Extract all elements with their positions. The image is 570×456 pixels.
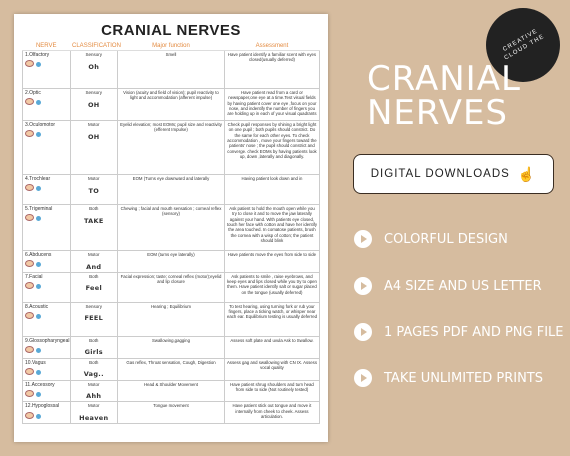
table-row <box>23 358 320 380</box>
function-cell: Vision (acuity and field of vision); pupil reactivity to light and accommodation (afferent impulse) <box>118 89 225 121</box>
classification-label: Both <box>89 206 99 211</box>
table-row <box>23 380 320 402</box>
mnemonic-word: Heaven <box>79 413 109 422</box>
nerve-cell <box>23 175 71 205</box>
classification-label: Motor <box>88 381 100 387</box>
badge-text: CREATIVE CLOUD THE <box>502 28 546 62</box>
nerve-name: 9.Glossopharyngeal <box>25 337 70 344</box>
cranial-nerves-table <box>22 42 320 424</box>
table-row <box>23 272 320 302</box>
eye-icon <box>25 98 41 107</box>
classification-cell <box>70 205 118 251</box>
eye-side-icon <box>25 260 41 269</box>
classification-cell <box>70 402 118 424</box>
assessment-cell: To test hearing, using turning fork or rub your fingers, place a ticking watch, or whisper near each ear. Equilibrium testing is usually deferred <box>224 302 319 336</box>
assessment-cell: Have patient identify a familiar scent with eyes closed(usually deferred) <box>224 51 319 89</box>
classification-cell <box>70 358 118 380</box>
classification-label: Motor <box>88 176 100 181</box>
feature-item <box>354 369 543 387</box>
function-cell: EOM (Turns eye downward and laterally <box>118 175 225 205</box>
nerve-cell <box>23 336 71 358</box>
mnemonic-word: OH <box>87 132 100 141</box>
nerve-name: 5.Trigeminal <box>25 206 53 212</box>
function-cell: EOM (turns eye laterally) <box>118 251 225 273</box>
nerve-cell <box>23 302 71 336</box>
nerve-name: 2.Optic <box>25 90 41 96</box>
function-cell: Swallowing,gagging <box>118 336 225 358</box>
face-icon <box>25 214 41 223</box>
function-cell: Head & Shoulder Movement <box>118 380 225 402</box>
classification-label: Motor <box>88 252 100 257</box>
nerve-cell <box>23 121 71 175</box>
nerve-cell <box>23 51 71 89</box>
nerve-name: 8.Acoustic <box>25 303 49 310</box>
mnemonic-word: TO <box>88 186 100 195</box>
feature-label: 1 PAGES PDF AND PNG FILE <box>384 324 564 340</box>
mnemonic-word: OH <box>87 100 100 109</box>
classification-cell <box>70 380 118 402</box>
classification-label: Motor <box>88 122 100 127</box>
product-title: CRANIAL NERVES <box>367 59 521 133</box>
face-expression-icon <box>25 282 41 291</box>
play-icon <box>354 323 372 341</box>
assessment-cell: Having patient look down and in <box>224 175 319 205</box>
nerve-name: 10.Vagus <box>25 359 46 366</box>
mnemonic-word: Feel <box>85 284 102 293</box>
classification-cell <box>70 121 118 175</box>
assessment-cell: Assess soft plate and uvula Ask to Swallow. <box>224 336 319 358</box>
ear-icon <box>25 312 41 321</box>
table-row <box>23 402 320 424</box>
nerve-name: 1.Olfactory <box>25 52 50 58</box>
feature-label: COLORFUL DESIGN <box>384 231 508 247</box>
classification-cell <box>70 51 118 89</box>
nerve-name: 11.Accessory <box>25 381 55 388</box>
mnemonic-word: And <box>86 262 102 271</box>
table-header-row <box>23 42 320 51</box>
classification-cell <box>70 89 118 121</box>
mnemonic-word: Oh <box>88 62 100 71</box>
tongue-icon <box>25 412 41 421</box>
function-cell: Chewing ; facial and mouth sensation ; corneal reflex (sensory) <box>118 205 225 251</box>
worksheet-preview <box>14 14 328 442</box>
mnemonic-word: FEEL <box>84 314 104 323</box>
classification-cell <box>70 272 118 302</box>
classification-cell <box>70 251 118 273</box>
classification-label: Both <box>89 273 99 279</box>
table-row <box>23 89 320 121</box>
nerve-cell <box>23 251 71 273</box>
nerve-cell <box>23 205 71 251</box>
nerve-cell <box>23 272 71 302</box>
feature-item <box>354 230 508 248</box>
classification-label: Sensory <box>85 303 103 309</box>
mnemonic-word: Ahh <box>86 392 102 401</box>
function-cell: Hearing ; Equilibrium <box>118 302 225 336</box>
assessment-cell: Have patient read from a card or newspaper,one eye at a time.Test visual fields by having patient cover one eye ,focus on your nose, and indentify the number of fingers you are holding up in each of your visual quadrants <box>224 89 319 121</box>
mnemonic-word: Girls <box>84 348 103 357</box>
nerve-name: 12.Hypoglossal <box>25 403 60 410</box>
nerve-cell <box>23 380 71 402</box>
header-classification: CLASSIFICATION <box>72 43 121 49</box>
download-label: DIGITAL DOWNLOADS <box>370 168 510 180</box>
classification-label: Sensory <box>85 90 103 95</box>
feature-label: TAKE UNLIMITED PRINTS <box>384 370 543 386</box>
header-assessment: Assessment <box>224 42 319 51</box>
play-icon <box>354 369 372 387</box>
assessment-cell: Have patient shrug shoulders and turn head from side to side (Not routinely tested) <box>224 380 319 402</box>
assessment-cell: Ask patient to hold the mouth open while you try to close it and to move the jaw laterally against your hand. With patients eye closed, touch her face with cotton and have her identify the area touched. In comatose patients, brush the cornea with a wisp of cotton; the patient should blink <box>224 205 319 251</box>
classification-cell <box>70 302 118 336</box>
mnemonic-word: TAKE <box>83 216 104 225</box>
worksheet-title: CRANIAL NERVES <box>101 22 241 39</box>
throat-icon <box>25 346 41 355</box>
nerve-cell <box>23 358 71 380</box>
assessment-cell: Ask patients to smile , raise eyebrows, and keep eyes and lips closed while you try to open them. Have patient identify salt or sugar placed on the tongue (usually deferred) <box>224 272 319 302</box>
table-row <box>23 205 320 251</box>
assessment-cell: Have patient stick out tongue and move it internally from cheek to cheek. Assess articulation. <box>224 402 319 424</box>
nerve-cell <box>23 89 71 121</box>
digital-downloads-button[interactable] <box>353 154 554 194</box>
table-row <box>23 121 320 175</box>
pointer-hand-icon: ☝ <box>517 165 537 182</box>
nerve-name: 3.Oculomotor <box>25 122 56 128</box>
nerve-name: 6.Abducens <box>25 252 52 258</box>
classification-label: Motor <box>88 403 100 409</box>
stomach-icon <box>25 368 41 377</box>
table-row <box>23 51 320 89</box>
feature-label: A4 SIZE AND US LETTER <box>384 278 542 294</box>
table-row <box>23 175 320 205</box>
classification-label: Both <box>89 337 99 343</box>
nose-icon <box>25 60 41 69</box>
mnemonic-word: Vag.. <box>83 370 104 379</box>
nerve-cell <box>23 402 71 424</box>
function-cell: Smell <box>118 51 225 89</box>
nerve-name: 4.Trochlear <box>25 176 51 182</box>
nerve-name: 7.Facial <box>25 273 43 280</box>
header-nerve: NERVE <box>23 42 71 51</box>
feature-item <box>354 277 542 295</box>
function-cell: Eyelid elevation; most EOMs; pupil size and reactivity (efferent Impulse) <box>118 121 225 175</box>
assessment-cell: Assess gag and swallowing with CN IX. Assess vocal quality <box>224 358 319 380</box>
table-row <box>23 336 320 358</box>
table-row <box>23 302 320 336</box>
feature-item <box>354 323 564 341</box>
classification-label: Sensory <box>85 52 103 57</box>
shoulder-icon <box>25 390 41 399</box>
assessment-cell: Check pupil responses by shining a bright light on one pupil ; both pupils should constrict. Do the same for each other eyes. To check accommodation , move your fingers toward the patients' nose ; the pupil should constrict and converge. check EOMs by having patients look up, down ,laterally and diagonally. <box>224 121 319 175</box>
eye-pupil-icon <box>25 130 41 139</box>
play-icon <box>354 277 372 295</box>
play-icon <box>354 230 372 248</box>
assessment-cell: Have patients move the eyes from side to side <box>224 251 319 273</box>
function-cell: Gas reflex, Throat sensation, Cough, Digestion <box>118 358 225 380</box>
eye-down-icon <box>25 184 41 193</box>
header-major-function: Major function <box>118 42 225 51</box>
function-cell: Facial expression; taste; corneal reflex (motor);eyelid and lip closure <box>118 272 225 302</box>
classification-cell <box>70 336 118 358</box>
classification-label: Both <box>89 359 99 365</box>
classification-cell <box>70 175 118 205</box>
function-cell: Tongue movement <box>118 402 225 424</box>
table-row <box>23 251 320 273</box>
